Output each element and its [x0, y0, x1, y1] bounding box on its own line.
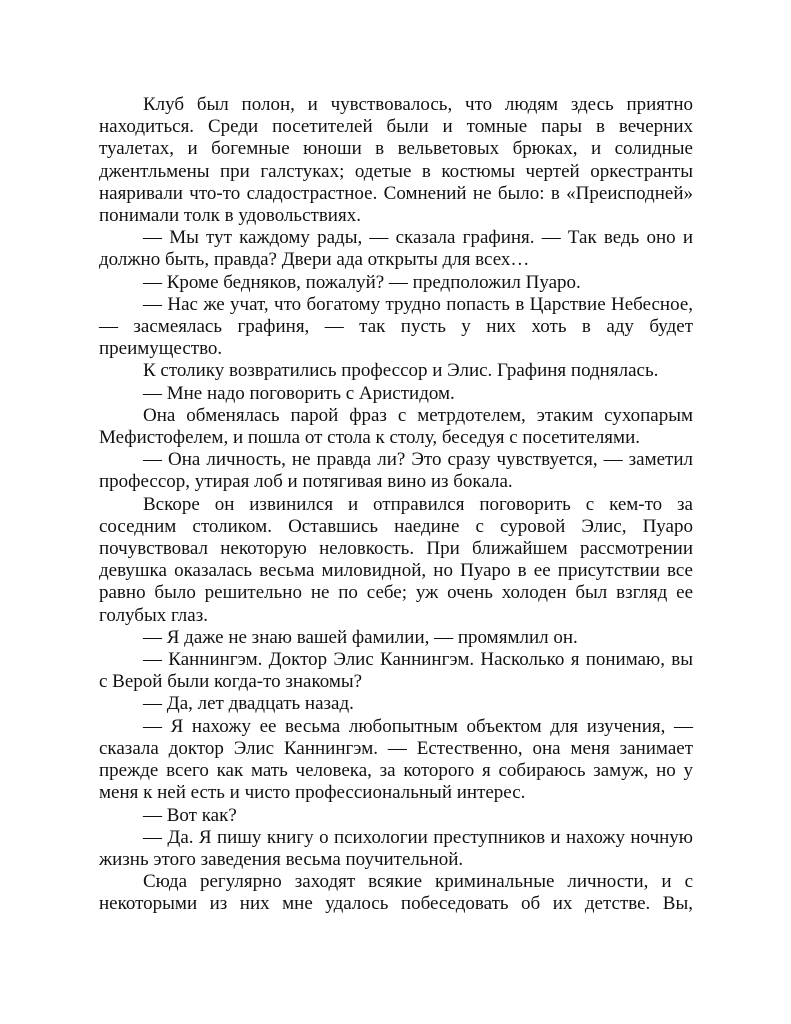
- paragraph: — Мы тут каждому рады, — сказала графиня. — Так ведь оно и должно быть, правда? Двери ада открыты для всех…: [99, 227, 693, 271]
- paragraph: К столику возвратились профессор и Элис. Графиня поднялась.: [143, 360, 659, 382]
- paragraph: — Я нахожу ее весьма любопытным объектом для изучения, — сказала доктор Элис Каннингэм. — Естественно, она меня занимает прежде всего как мать человека, за которого я собираюсь замуж, но у меня к ней есть и чисто профессиональный интерес.: [99, 715, 693, 804]
- paragraph: — Вот как?: [143, 804, 237, 826]
- paragraph: — Да. Я пишу книгу о психологии преступников и нахожу ночную жизнь этого заведения весьма поучительной.: [99, 826, 693, 870]
- paragraph: — Да, лет двадцать назад.: [143, 693, 354, 715]
- paragraph: Она обменялась парой фраз с метрдотелем, этаким сухопарым Мефистофелем, и пошла от стола к столу, беседуя с посетителями.: [99, 404, 693, 449]
- paragraph: — Она личность, не правда ли? Это сразу чувствуется, — заметил профессор, утирая лоб и потягивая вино из бокала.: [99, 449, 693, 493]
- paragraph: — Я даже не знаю вашей фамилии, — промямлил он.: [143, 626, 578, 648]
- paragraph: — Каннингэм. Доктор Элис Каннингэм. Насколько я понимаю, вы с Верой были когда-то знакомы?: [99, 649, 693, 693]
- paragraph: Сюда регулярно заходят всякие криминальные личности, и с некоторыми из них мне удалось побеседовать об их детстве. Вы,: [99, 871, 693, 915]
- paragraph: — Нас же учат, что богатому трудно попасть в Царствие Небесное, — засмеялась графиня, — так пусть у них хоть в аду будет преимущество.: [99, 293, 693, 360]
- paragraph: — Мне надо поговорить с Аристидом.: [143, 382, 455, 404]
- document-page: [99, 94, 693, 916]
- paragraph: — Кроме бедняков, пожалуй? — предположил Пуаро.: [143, 271, 581, 293]
- paragraph: Вскоре он извинился и отправился поговорить с кем-то за соседним столиком. Оставшись наедине с суровой Элис, Пуаро почувствовал некоторую неловкость. При ближайшем рассмотрении девушка оказалась весьма миловидной, но Пуаро в ее присутствии все равно было решительно не по себе; уж очень холоден был взгляд ее голубых глаз.: [99, 493, 693, 626]
- paragraph: Клуб был полон, и чувствовалось, что людям здесь приятно находиться. Среди посетителей были и томные пары в вечерних туалетах, и богемные юноши в вельветовых брюках, и солидные джентльмены при галстуках; одетые в костюмы чертей оркестранты наяривали что-то сладострастное. Сомнений не было: в «Преисподней» понимали толк в удовольствиях.: [99, 94, 693, 227]
